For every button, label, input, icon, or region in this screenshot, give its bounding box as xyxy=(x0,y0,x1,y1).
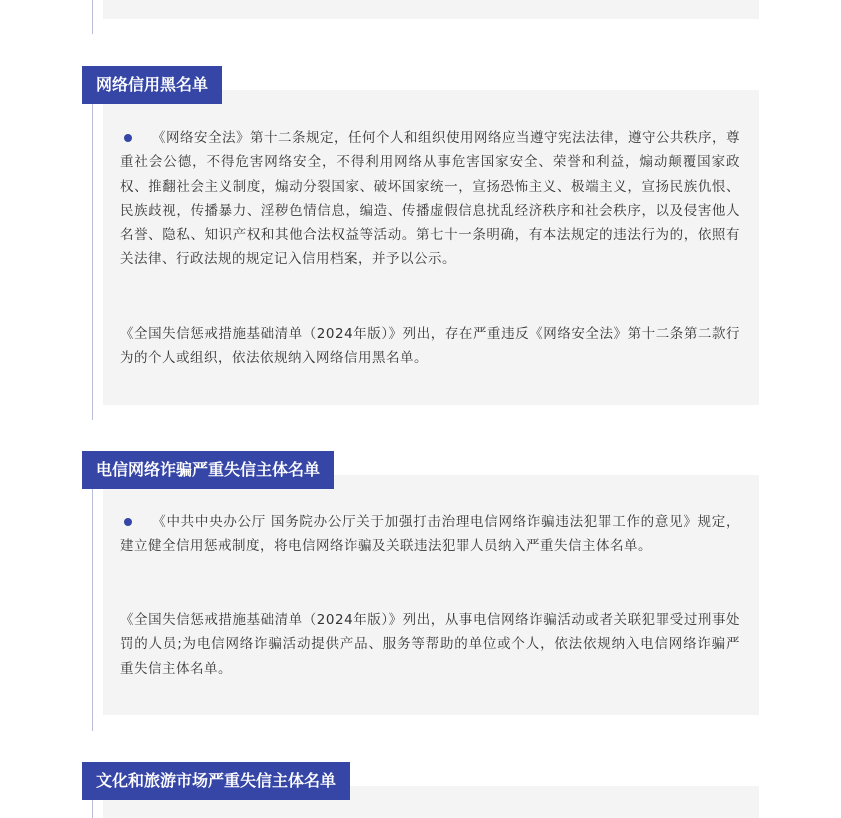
section-title: 文化和旅游市场严重失信主体名单 xyxy=(82,762,350,800)
section-guide-line xyxy=(92,104,93,420)
section-title: 网络信用黑名单 xyxy=(82,66,222,104)
paragraph: 《全国失信惩戒措施基础清单（2024年版）》列出，存在严重违反《网络安全法》第十二条第二款行为的个人或组织，依法依规纳入网络信用黑名单。 xyxy=(120,326,740,367)
section-guide-line xyxy=(92,0,93,34)
bullet-dot-icon xyxy=(124,518,132,526)
section-guide-line xyxy=(92,800,93,818)
section-title: 电信网络诈骗严重失信主体名单 xyxy=(82,451,334,489)
bullet-dot-icon xyxy=(124,134,132,142)
bullet-paragraph: 《网络安全法》第十二条规定，任何个人和组织使用网络应当遵守宪法法律，遵守公共秩序，尊重社会公德，不得危害网络安全，不得利用网络从事危害国家安全、荣誉和利益，煽动颠覆国家政权、推翻社会主义制度，煽动分裂国家、破坏国家统一，宣扬恐怖主义、极端主义，宣扬民族仇恨、民族歧视，传播暴力、淫秽色情信息，编造、传播虚假信息扰乱经济秩序和社会秩序，以及侵害他人名誉、隐私、知识产权和其他合法权益等活动。第七十一条明确，有本法规定的违法行为的，依照有关法律、行政法规的规定记入信用档案，并予以公示。 xyxy=(120,130,740,268)
paragraph: 《全国失信惩戒措施基础清单（2024年版）》列出，从事电信网络诈骗活动或者关联犯罪受过刑事处罚的人员;为电信网络诈骗活动提供产品、服务等帮助的单位或个人，依法依规纳入电信网络诈骗严重失信主体名单。 xyxy=(120,612,740,677)
bullet-paragraph: 《中共中央办公厅 国务院办公厅关于加强打击治理电信网络诈骗违法犯罪工作的意见》规定，建立健全信用惩戒制度，将电信网络诈骗及关联违法犯罪人员纳入严重失信主体名单。 xyxy=(120,514,740,555)
content-card xyxy=(103,0,759,19)
section-guide-line xyxy=(92,488,93,731)
